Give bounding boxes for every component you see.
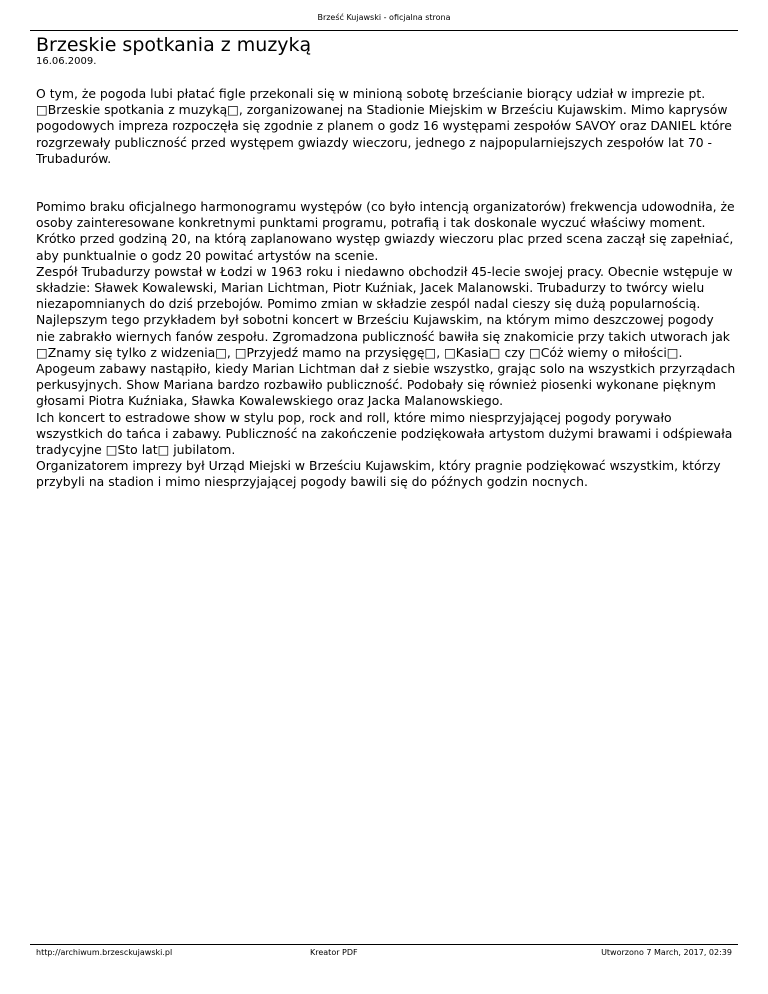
article-paragraph: Zespół Trubadurzy powstał w Łodzi w 1963 roku i niedawno obchodził 45-lecie swojej pracy. Obecnie wstępuje w składzie: Sławek Kowalewski, Marian Lichtman, Piotr Kuźniak, Jacek Malanowski. Trubadurzy to twórcy wielu niezapomnianych do dziś przebojów. Pomimo zmian w składzie zespól nadal cieszy się dużą popularnością. Najlepszym tego przykładem był sobotni koncert w Brześciu Kujawskim, na którym mimo deszczowej pogody nie zabrakło wiernych fanów zespołu. Zgromadzona publiczność bawiła się znakomicie przy takich utworach jak □Znamy się tylko z widzenia□, □Przyjedź mamo na przysięgę□, □Kasia□ czy □Cóż wiemy o miłości□. Apogeum zabawy nastąpiło, kiedy Marian Lichtman dał z siebie wszystko, grając solo na wszystkich przyrządach perkusyjnych. Show Mariana bardzo rozbawiło publiczność. Podobały się również piosenki wykonane pięknym głosami Piotra Kuźniaka, Sławka Kowalewskiego oraz Jacka Malanowskiego. [36,263,736,409]
footer-created-date: Utworzono 7 March, 2017, 02:39 [601,948,732,957]
article-paragraph: Pomimo braku oficjalnego harmonogramu występów (co było intencją organizatorów) frekwencja udowodniła, że osoby zainteresowane konkretnymi punktami programu, potrafią i tak doskonale wyczuć właściwy moment. Krótko przed godziną 20, na którą zaplanowano występ gwiazdy wieczoru plac przed scena zaczął się zapełniać, aby punktualnie o godz 20 powitać artystów na scenie. [36,199,735,263]
article [36,34,736,491]
page-header [30,10,738,31]
article-title: Brzeskie spotkania z muzyką [36,34,312,56]
article-date: 16.06.2009. [36,56,97,67]
page-footer [30,944,738,959]
article-paragraph: Organizatorem imprezy był Urząd Miejski w Brześciu Kujawskim, który pragnie podziękować wszystkim, którzy przybyli na stadion i mimo niesprzyjającej pogody bawili się do późnych godzin nocnych. [36,458,721,490]
article-paragraph-intro: O tym, że pogoda lubi płatać figle przekonali się w minioną sobotę brześcianie biorący udział w imprezie pt. □Brzeskie spotkania z muzyką□, zorganizowanej na Stadionie Miejskim w Brześciu Kujawskim. Mimo kaprysów pogodowych impreza rozpoczęła się zgodnie z planem o godz 16 występami zespołów SAVOY oraz DANIEL które rozgrzewały publiczność przed występem gwiazdy wieczoru, jednego z najpopularniejszych zespołów lat 70 -Trubadurów. [36,86,732,166]
footer-url: http://archiwum.brzesckujawski.pl [36,948,173,957]
article-paragraph: Ich koncert to estradowe show w stylu pop, rock and roll, które mimo niesprzyjającej pogody porywało wszystkich do tańca i zabawy. Publiczność na zakończenie podziękowała artystom dużymi brawami i odśpiewała tradycyjne □Sto lat□ jubilatom. [36,409,733,458]
site-title: Brześć Kujawski - oficjalna strona [317,13,451,22]
footer-generator: Kreator PDF [310,948,358,957]
